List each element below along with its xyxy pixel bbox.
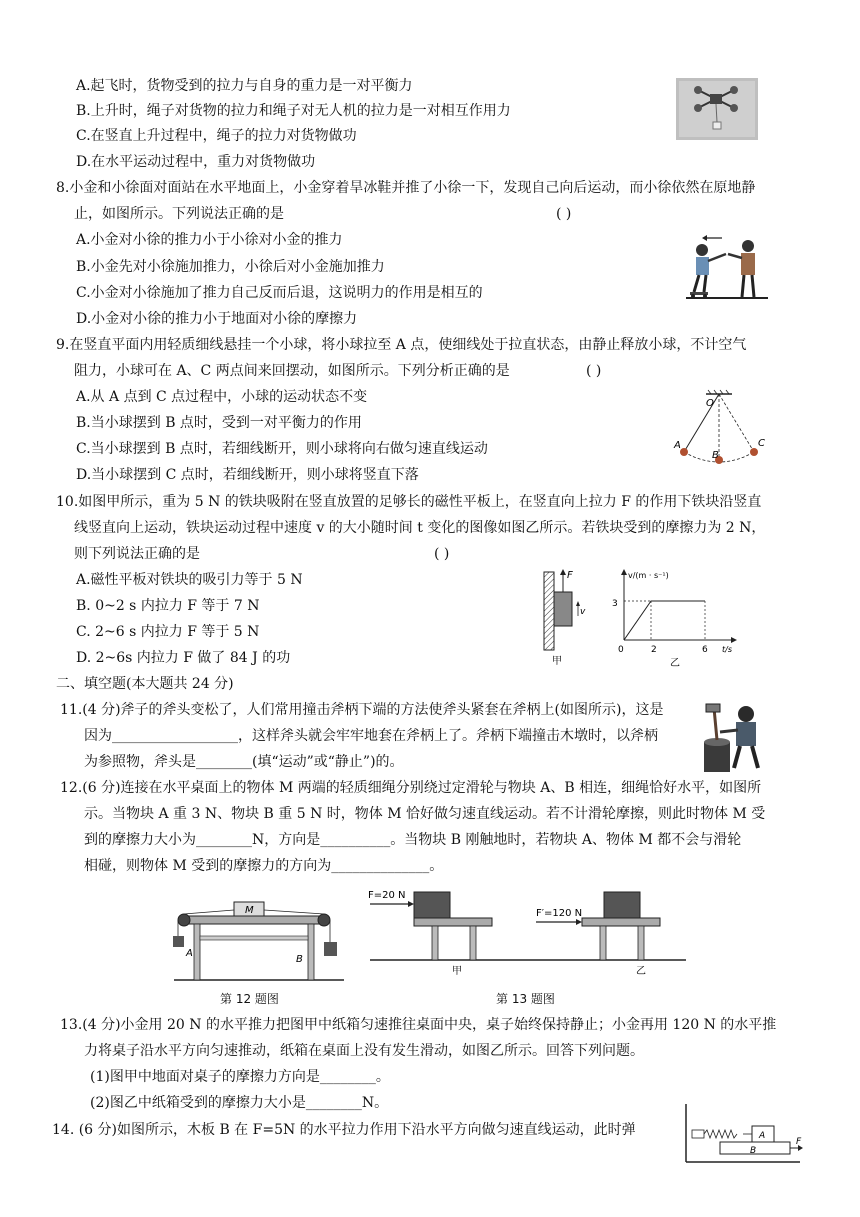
q10-label-v: v	[580, 607, 586, 617]
q11-stem-line2: 因为__________________，这样斧头就会牢牢地套在斧柄上了。斧柄下端撞击木墩时，以斧柄	[84, 728, 658, 744]
q9-label-b: B	[712, 450, 719, 461]
q10-vt-line	[624, 601, 705, 640]
q10-option-b: B. 0~2 s 内拉力 F 等于 7 N	[76, 598, 260, 614]
q10-option-a: A.磁性平板对铁块的吸引力等于 5 N	[76, 572, 303, 588]
q8-stem-line1: 8.小金和小徐面对面站在水平地面上，小金穿着旱冰鞋并推了小徐一下，发现自己向后运动，而小徐依然在原地静	[56, 180, 756, 196]
q9-label-c: C	[758, 438, 765, 449]
q9-label-a: A	[674, 440, 681, 451]
q12-stem-line2: 示。当物块 A 重 3 N、物块 B 重 5 N 时，物体 M 恰好做匀速直线运动。若不计滑轮摩擦，则此时物体 M 受	[84, 806, 766, 822]
q14-stem-line1: 14. (6 分)如图所示，木板 B 在 F=5N 的水平拉力作用下沿水平方向做匀速直线运动，此时弹	[52, 1122, 636, 1138]
q12-stem-line1: 12.(6 分)连接在水平桌面上的物体 M 两端的轻质细绳分别绕过定滑轮与物块 A、B 相连，细绳恰好水平，如图所	[60, 780, 762, 796]
q7-option-c: C.在竖直上升过程中，绳子的拉力对货物做功	[76, 128, 357, 144]
q12-stem-line3: 到的摩擦力大小为________N，方向是__________。当物块 B 刚触地时，若物块 A、物体 M 都不会与滑轮	[84, 832, 742, 848]
q9-option-b: B.当小球摆到 B 点时，受到一对平衡力的作用	[76, 415, 362, 431]
q9-stem-line1: 9.在竖直平面内用轻质细线悬挂一个小球，将小球拉至 A 点，使细线处于拉直状态，由静止释放小球，不计空气	[56, 337, 747, 353]
figure-12-caption: 第 12 题图	[220, 992, 279, 1006]
q10-stem-line3: 则下列说法正确的是	[74, 546, 200, 562]
q14-spring-figure	[680, 1100, 808, 1166]
q12-label-a: A	[186, 948, 193, 959]
q8-option-b: B.小金先对小徐施加推力，小徐后对小金施加推力	[76, 259, 385, 275]
q13-label-f120: F′=120 N	[536, 908, 583, 919]
q10-y-axis-label: v/(m · s⁻¹)	[628, 571, 669, 580]
q13-stem-line1: 13.(4 分)小金用 20 N 的水平推力把图甲中纸箱匀速推往桌面中央，桌子始终保持静止；小金再用 120 N 的水平推	[60, 1017, 777, 1033]
q10-answer-bracket: ( )	[434, 546, 450, 562]
q13-sub-1: (1)图甲中地面对桌子的摩擦力方向是________。	[90, 1069, 390, 1085]
q12-pulley-figure	[170, 896, 348, 988]
figure-13-caption: 第 13 题图	[496, 992, 555, 1006]
q13-label-f20: F=20 N	[368, 890, 406, 901]
q10-label-jia: 甲	[552, 656, 562, 667]
q10-x-tick-6: 6	[702, 645, 708, 655]
q14-label-b: B	[750, 1146, 757, 1156]
q13-stem-line2: 力将桌子沿水平方向匀速推动，纸箱在桌面上没有发生滑动，如图乙所示。回答下列问题。	[84, 1043, 644, 1059]
q10-option-c: C. 2~6 s 内拉力 F 等于 5 N	[76, 624, 260, 640]
q8-answer-bracket: ( )	[556, 206, 572, 222]
q11-stem-line1: 11.(4 分)斧子的斧头变松了，人们常用撞击斧柄下端的方法使斧头紧套在斧柄上(如图所示)，这是	[60, 702, 664, 718]
q10-stem-line1: 10.如图甲所示，重为 5 N 的铁块吸附在竖直放置的足够长的磁性平板上，在竖直向上拉力 F 的作用下铁块沿竖直	[56, 494, 762, 510]
q7-option-a: A.起飞时，货物受到的拉力与自身的重力是一对平衡力	[76, 78, 413, 94]
q7-option-d: D.在水平运动过程中，重力对货物做功	[76, 154, 316, 170]
q9-stem-line2: 阻力，小球可在 A、C 两点间来回摆动，如图所示。下列分析正确的是	[74, 363, 510, 379]
q11-axe-figure	[700, 696, 766, 774]
q13-push-figure	[366, 876, 692, 978]
q8-stem-line2: 止，如图所示。下列说法正确的是	[74, 206, 284, 222]
q9-option-a: A.从 A 点到 C 点过程中，小球的运动状态不变	[76, 389, 368, 405]
q10-y-tick-3: 3	[612, 599, 618, 609]
q8-option-d: D.小金对小徐的推力小于地面对小徐的摩擦力	[76, 311, 358, 327]
section-2-heading: 二、填空题(本大题共 24 分)	[56, 676, 234, 692]
q9-answer-bracket: ( )	[586, 363, 602, 379]
q14-label-a: A	[759, 1131, 766, 1141]
q10-x-tick-2: 2	[651, 645, 657, 655]
q8-option-c: C.小金对小徐施加了推力自己反而后退，这说明力的作用是相互的	[76, 285, 483, 301]
q10-label-f: F	[567, 570, 573, 581]
q13-label-yi: 乙	[636, 966, 646, 977]
q9-option-d: D.当小球摆到 C 点时，若细线断开，则小球将竖直下落	[76, 467, 419, 483]
q9-label-o: O	[706, 398, 714, 409]
q7-option-b: B.上升时，绳子对货物的拉力和绳子对无人机的拉力是一对相互作用力	[76, 103, 511, 119]
q9-pendulum-figure	[668, 388, 778, 470]
q10-label-yi: 乙	[670, 658, 680, 669]
q10-stem-line2: 线竖直向上运动，铁块运动过程中速度 v 的大小随时间 t 变化的图像如图乙所示。若铁块受到的摩擦力为 2 N，	[74, 520, 766, 536]
q9-option-c: C.当小球摆到 B 点时，若细线断开，则小球将向右做匀速直线运动	[76, 441, 488, 457]
q12-label-b: B	[296, 954, 303, 965]
q8-option-a: A.小金对小徐的推力小于小徐对小金的推力	[76, 232, 343, 248]
q13-sub-2: (2)图乙中纸箱受到的摩擦力大小是________N。	[90, 1095, 389, 1111]
q10-block-figure-jia	[538, 566, 594, 668]
q10-option-d: D. 2~6s 内拉力 F 做了 84 J 的功	[76, 650, 291, 666]
q12-label-m: M	[245, 905, 254, 916]
q10-x-axis-label: t/s	[722, 645, 732, 654]
q10-vt-graph-yi	[610, 566, 740, 670]
q14-label-f: F	[796, 1137, 802, 1147]
q12-stem-line4: 相碰，则物体 M 受到的摩擦力的方向为______________。	[84, 858, 444, 874]
drone-photo	[676, 78, 758, 140]
q8-pushing-figure	[682, 230, 774, 302]
q13-label-jia: 甲	[452, 966, 462, 977]
q10-x-tick-0: 0	[618, 645, 624, 655]
q11-stem-line3: 为参照物，斧头是________(填“运动”或“静止”)的。	[84, 754, 404, 770]
